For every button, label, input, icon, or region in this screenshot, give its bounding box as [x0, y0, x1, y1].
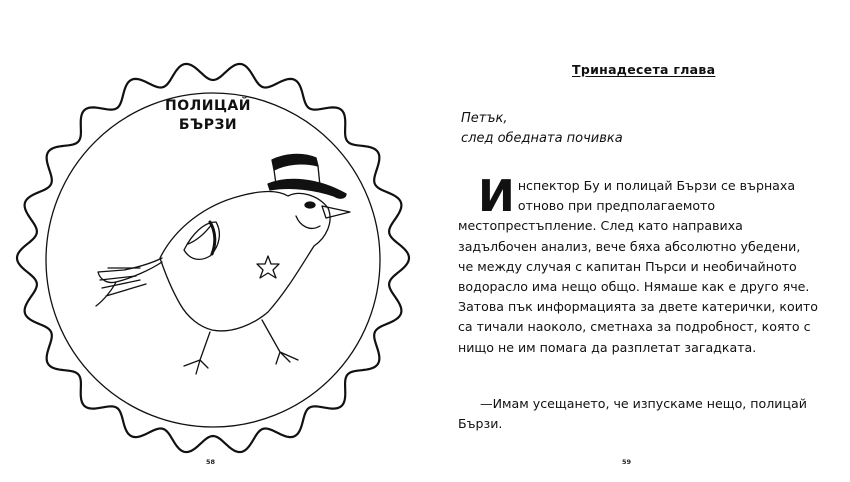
paragraph-1-text: нспектор Бу и полицай Бързи се върнаха отново при предполагаемото местопрестъпление. След като направиха задълбочен анализ, вече бяха абсолютно убедени, че между случая с капитан Пърси и необичайното водорасло има нещо общо. Нямаше как е друго яче. Затова пък информацията за двете катерички, които са тичали наоколо, сметнаха за подробност, която с нищо не им помага да разплетат загадката.	[458, 178, 818, 355]
caption-line-2: БЪРЗИ	[178, 117, 238, 133]
page-number-left: 58	[206, 458, 216, 466]
dateline-day: Петък,	[461, 111, 508, 126]
drop-cap: И	[478, 171, 515, 222]
right-page	[425, 0, 850, 482]
dateline	[461, 109, 623, 149]
bird-police-officer-icon	[96, 154, 350, 374]
chapter-title: Тринадесета глава	[572, 62, 716, 77]
paragraph-1	[458, 171, 818, 358]
page-number-right: 59	[622, 458, 632, 466]
inner-circle	[46, 93, 380, 427]
caption-line-1: ПОЛИЦАЙ	[164, 98, 251, 114]
paragraph-2: —Имам усещането, че изпускаме нещо, полицай Бързи.	[458, 396, 807, 432]
dateline-time: след обедната почивка	[461, 131, 623, 146]
illustration-caption	[148, 97, 268, 135]
